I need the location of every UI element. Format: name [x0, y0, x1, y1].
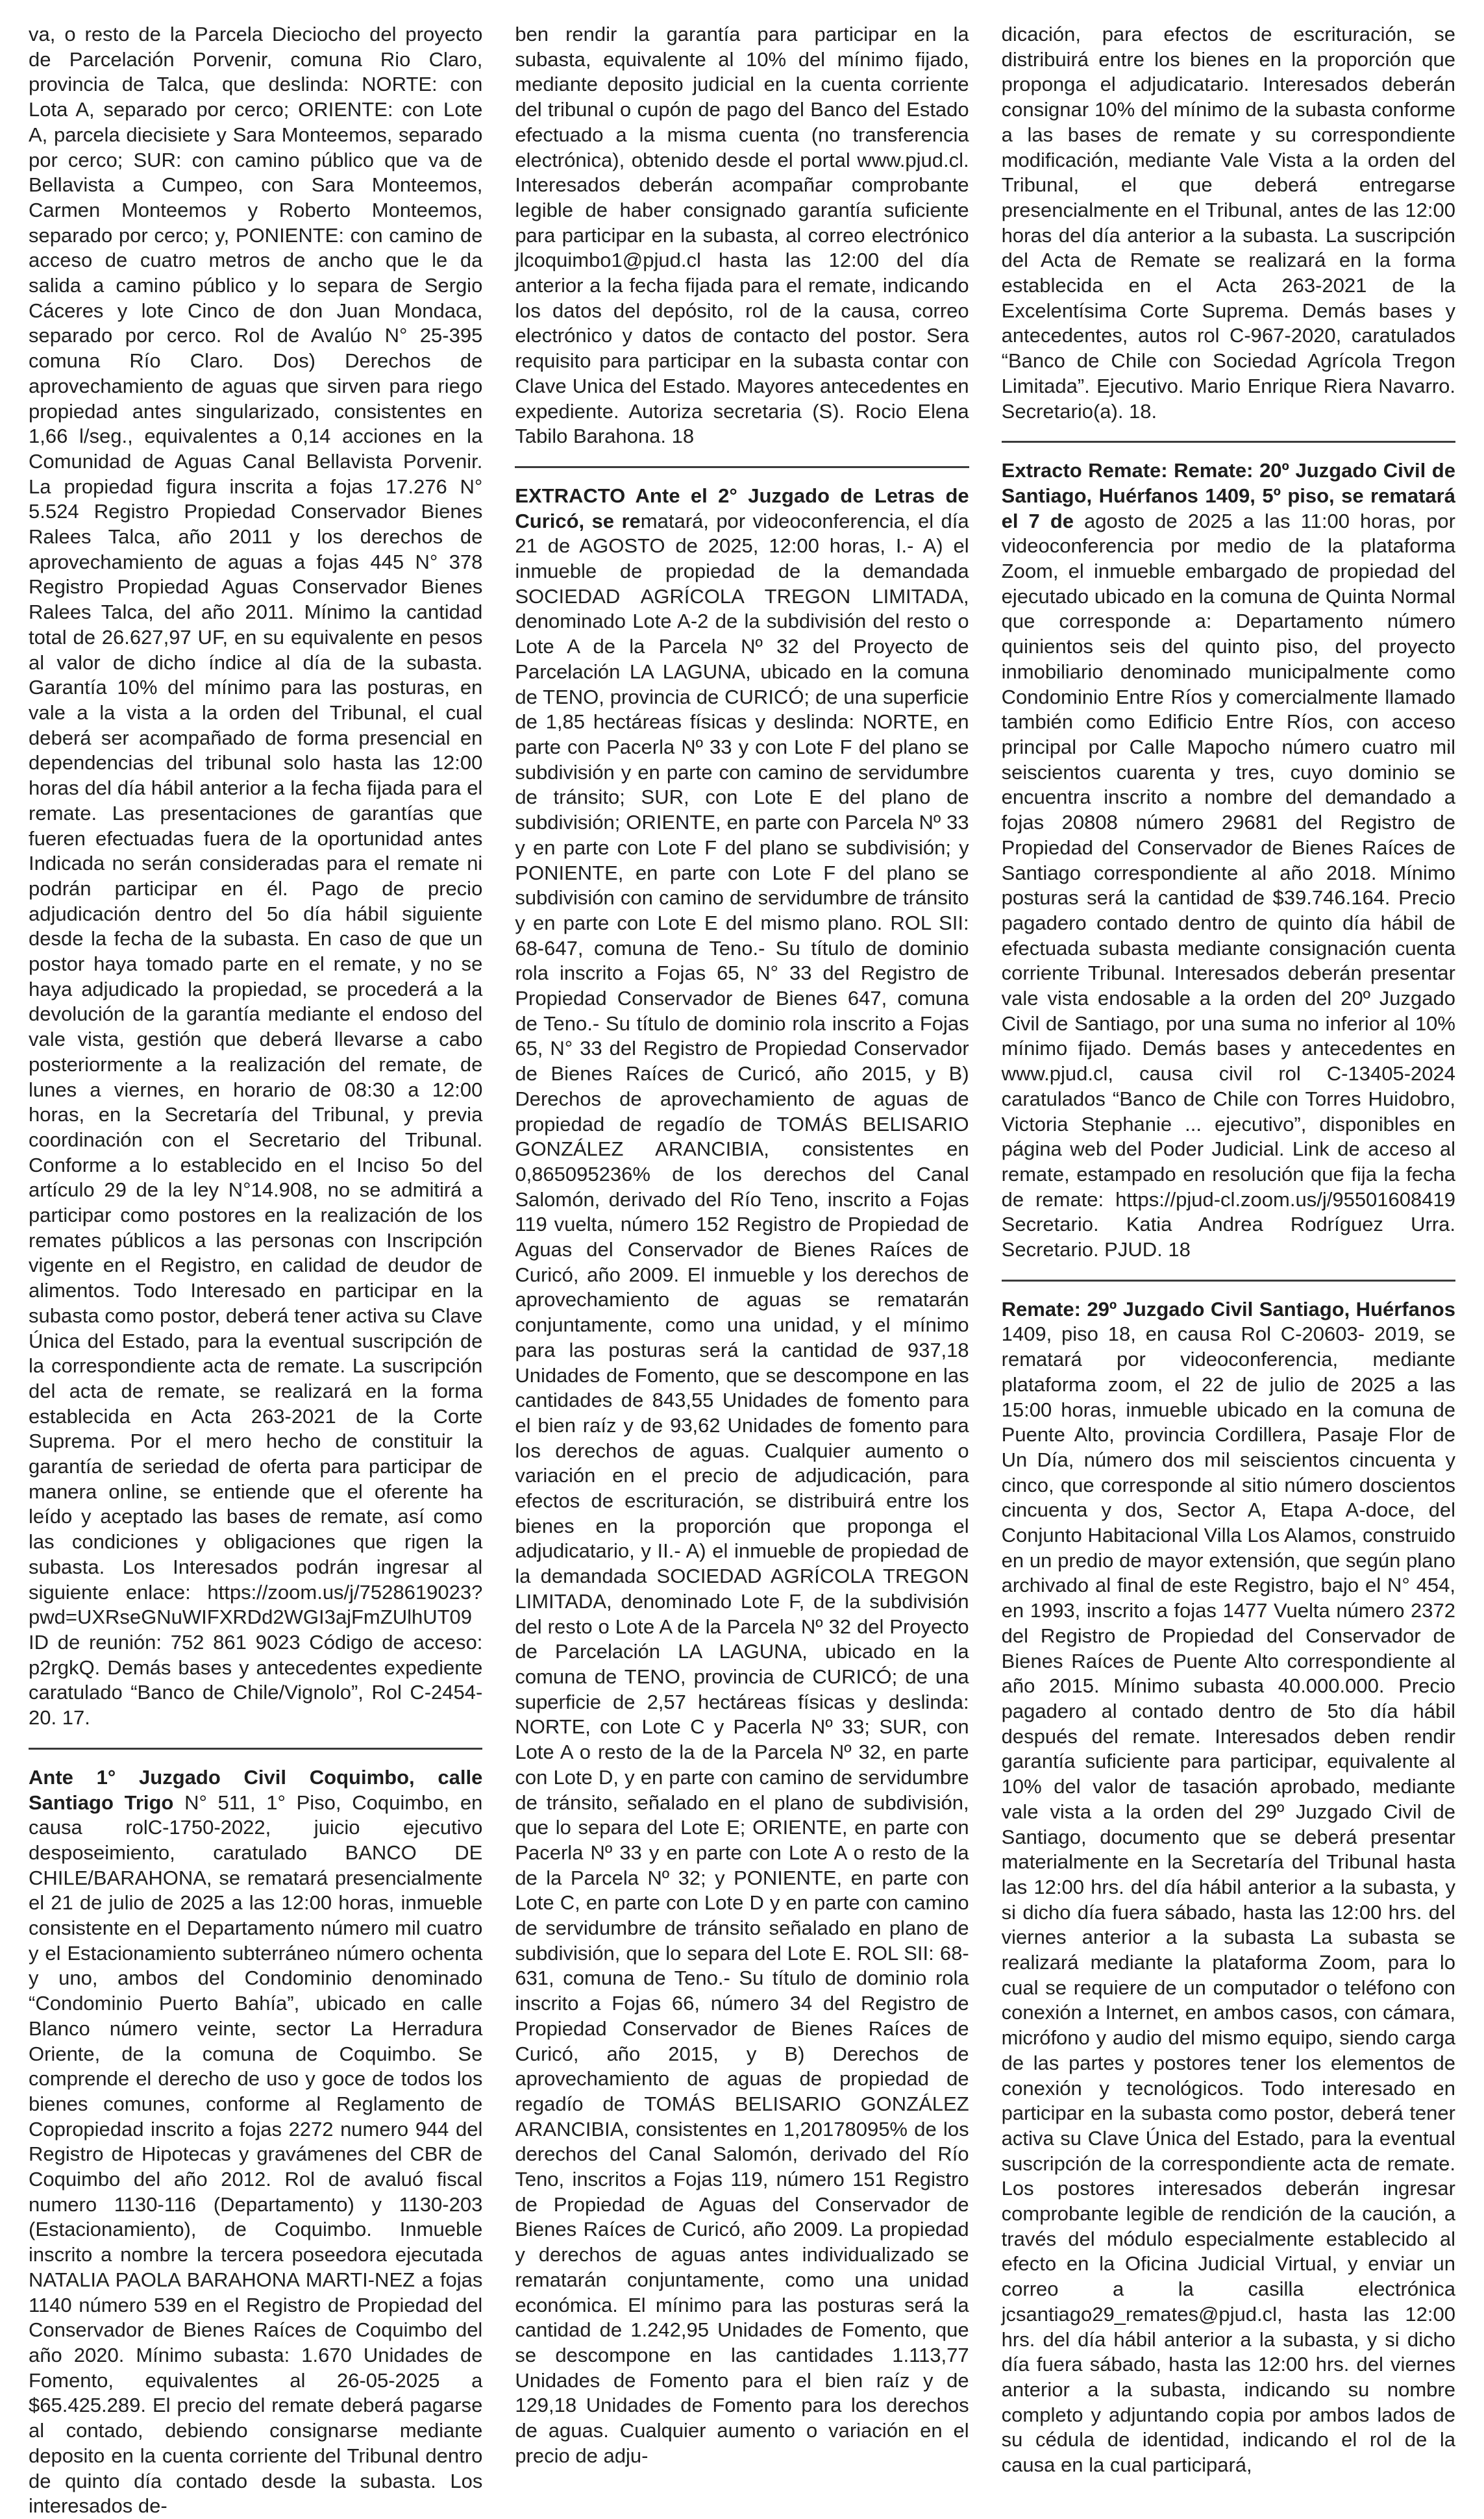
notice-heading: EXTRACTO Ante el 2° Juzgado de Letras de Curicó, se re: [515, 484, 969, 532]
notice-continuation: [1002, 22, 1455, 424]
notice-curico: [515, 484, 969, 2469]
notice-body: va, o resto de la Parcela Dieciocho del proyecto de Parcelación Porvenir, comuna Rio Claro, provincia de Talca, que deslinda: NORTE: con Lota A, separado por cerco; ORIENTE: con Lote A, parcela diecisiete y Sara Monteemos, separado por cerco; SUR: con camino público que va de Bellavista a Cumpeo, con Sara Monteemos, Carmen Monteemos y Roberto Monteemos, separado por cerco; y, PONIENTE: con camino de acceso de cuatro metros de ancho que le da salida a camino público y lo separa de Sergio Cáceres y lote Cinco de don Juan Mondaca, separado por cerco. Rol de Avalúo N° 25-395 comuna Río Claro. Dos) Derechos de aprovechamiento de aguas que sirven para riego propiedad antes singularizado, consistentes en 1,66 l/seg., equivalentes a 0,14 acciones en la Comunidad de Aguas Canal Bellavista Porvenir. La propiedad figura inscrita a fojas 17.276 N° 5.524 Registro Propiedad Conservador Bienes Ralees Talca, año 2011 y los derechos de aprovechamiento de aguas a fojas 445 N° 378 Registro Propiedad Aguas Conservador Bienes Ralees Talca, del año 2011. Mínimo la cantidad total de 26.627,97 UF, en su equivalente en pesos al valor de dicho índice al día de la subasta. Garantía 10% del mínimo para las posturas, en vale a la vista a la orden del Tribunal, el cual deberá ser acompañado de forma presencial en dependencias del tribunal solo hasta las 12:00 horas del día hábil anterior a la fecha fijada para el remate. Las presentaciones de garantías que fueren efectuadas fuera de la oportunidad antes Indicada no serán consideradas para el remate ni podrán participar en él. Pago de precio adjudicación dentro del 5o día hábil siguiente desde la fecha de la subasta. En caso de que un postor haya tomado parte en el remate, y no se haya adjudicado la propiedad, se procederá a la devolución de la garantía mediante el endoso del vale vista, gestión que deberá llevarse a cabo posteriormente a la realización del remate, de lunes a viernes, en horario de 08:30 a 12:00 horas, en la Secretaría del Tribunal, y previa coordinación con el Secretario del Tribunal. Conforme a lo establecido en el Inciso 5o del artículo 29 de la ley N°14.908, no se admitirá a participar como postores en la realización de los remates públicos a las personas con Inscripción vigente en el Registro, en calidad de deudor de alimentos. Todo Interesado en participar en la subasta como postor, deberá tener activa su Clave Única del Estado, para la eventual suscripción de la correspondiente acta de remate. La suscripción del acta de remate, se realizará en la forma establecida en Acta 263-2021 de la Corte Suprema. Por el mero hecho de constituir la garantía de seriedad de oferta para participar de manera online, se entiende que el oferente ha leído y aceptado las bases de remate, así como las condiciones y obligaciones que rigen la subasta. Los Interesados podrán ingresar al siguiente enlace: https://zoom.us/j/7528619023?pwd=UXRseGNuWIFXRDd2WGI3ajFmZUlhUT09 ID de reunión: 752 861 9023 Código de acceso: p2rgkQ. Demás bases y antecedentes expediente caratulado “Banco de Chile/Vignolo”, Rol C-2454-20. 17.: [29, 23, 483, 1730]
notice-heading: Extracto Remate: Remate: 20º Juzgado Civil de Santiago, Huérfanos 1409, 5º piso, se rematará el 7 de: [1001, 459, 1455, 532]
notice-continuation: [515, 22, 969, 449]
notice-continuation: [29, 22, 482, 1731]
notice-divider: [1002, 441, 1455, 443]
notice-divider: [515, 466, 969, 468]
notice-body: agosto de 2025 a las 11:00 horas, por videoconferencia por medio de la plataforma Zoom, el inmueble embargado de propiedad del ejecutado ubicado en la comuna de Quinta Normal que corresponde a: Departamento número quinientos seis del quinto piso, del proyecto inmobiliario denominado municipalmente como Condominio Entre Ríos y comercialmente llamado también como Edificio Entre Ríos, con acceso principal por Calle Mapocho número cuatro mil seiscientos cuarenta y tres, cuyo dominio se encuentra inscrito a nombre del demandado a fojas 20808 número 29681 del Registro de Propiedad del Conservador de Bienes Raíces de Santiago correspondiente al año 2018. Mínimo posturas será la cantidad de $39.746.164. Precio pagadero contado dentro de quinto día hábil de efectuada subasta mediante consignación cuenta corriente Tribunal. Interesados deberán presentar vale vista endosable a la orden del 20º Juzgado Civil de Santiago, por una suma no inferior al 10% mínimo fijado. Demás bases y antecedentes en www.pjud.cl, causa civil rol C-13405-2024 caratulados “Banco de Chile con Torres Huidobro, Victoria Stephanie ... ejecutivo”, disponibles en página web del Poder Judicial. Link de acceso al remate, estampado en resolución que fija la fecha de remate: https://pjud-cl.zoom.us/j/95501608419 Secretario. Katia Andrea Rodríguez Urra. Secretario. PJUD. 18: [1001, 509, 1455, 1261]
notice-body: ben rendir la garantía para participar en la subasta, equivalente al 10% del mínimo fijado, mediante deposito judicial en la cuenta corriente del tribunal o cupón de pago del Banco del Estado efectuado a la misma cuenta (no transferencia electrónica), obtenido desde el portal www.pjud.cl. Interesados deberán acompañar comprobante legible de haber consignado garantía suficiente para participar en la subasta, al correo electrónico jlcoquimbo1@pjud.cl hasta las 12:00 del día anterior a la fecha fijada para el remate, indicando los datos del depósito, rol de la causa, correo electrónico y datos de contacto del postor. Sera requisito para participar en la subasta contar con Clave Unica del Estado. Mayores antecedentes en expediente. Autoriza secretaria (S). Rocio Elena Tabilo Barahona. 18: [515, 23, 969, 448]
notice-santiago-29: [1002, 1297, 1455, 2478]
notice-divider: [29, 1748, 482, 1750]
column-3: [1001, 22, 1455, 2477]
notice-divider: [1002, 1280, 1455, 1282]
notice-body: dicación, para efectos de escrituración, se distribuirá entre los bienes en la proporción que proponga el adjudicatario. Interesados deberán consignar 10% del mínimo de la subasta conforme a las bases de remate y su correspondiente modificación, mediante Vale Vista a la orden del Tribunal, el que deberá entregarse presencialmente en el Tribunal, antes de las 12:00 horas del día anterior a la subasta. La suscripción del Acta de Remate se realizará en la forma establecida en el Acta 263-2021 de la Excelentísima Corte Suprema. Demás bases y antecedentes, autos rol C-967-2020, caratulados “Banco de Chile con Sociedad Agrícola Tregon Limitada”. Ejecutivo. Mario Enrique Riera Navarro. Secretario(a). 18.: [1001, 23, 1455, 423]
notice-body: matará, por videoconferencia, el día 21 de AGOSTO de 2025, 12:00 horas, I.- A) el inmueble de propiedad de la demandada SOCIEDAD AGRÍCOLA TREGON LIMITADA, denominado Lote A-2 de la subdivisión del resto o Lote A de la Parcela Nº 32 del Proyecto de Parcelación LA LAGUNA, ubicado en la comuna de TENO, provincia de CURICÓ; de una superficie de 1,85 hectáreas físicas y deslinda: NORTE, en parte con Pacerla Nº 33 y con Lote F del plano se subdivisión y en parte con camino de servidumbre de tránsito; SUR, con Lote E del plano de subdivisión; ORIENTE, en parte con Parcela Nº 33 y en parte con Lote F del plano se subdivisión; y PONIENTE, en parte con Lote F del plano se subdivisión con camino de servidumbre de tránsito y en parte con Lote E del mismo plano. ROL SII: 68-647, comuna de Teno.- Su título de dominio rola inscrito a Fojas 65, N° 33 del Registro de Propiedad Conservador de Bienes 647, comuna de Teno.- Su título de dominio rola inscrito a Fojas 65, N° 33 del Registro de Propiedad Conservador de Bienes Raíces de Curicó, año 2015, y B) Derechos de aprovechamiento de aguas de propiedad de regadío de TOMÁS BELISARIO GONZÁLEZ ARANCIBIA, consistentes en 0,865095236% de los derechos del Canal Salomón, derivado del Río Teno, inscrito a Fojas 119 vuelta, número 152 Registro de Propiedad de Aguas del Conservador de Bienes Raíces de Curicó, año 2009. El inmueble y los derechos de aprovechamiento de aguas se rematarán conjuntamente, como una unidad, y el mínimo para las posturas será la cantidad de 937,18 Unidades de Fomento, que se descompone en las cantidades de 843,55 Unidades de fomento para el bien raíz y de 93,62 Unidades de fomento para los derechos de aguas. Cualquier aumento o variación en el precio de adjudicación, para efectos de escrituración, se distribuirá entre los bienes en la proporción que proponga el adjudicatario, y II.- A) el inmueble de propiedad de la demandada SOCIEDAD AGRÍCOLA TREGON LIMITADA, denominado Lote F, de la subdivisión del resto o Lote A de la Parcela Nº 32 del Proyecto de Parcelación LA LAGUNA, ubicado en la comuna de TENO, provincia de CURICÓ; de una superficie de 2,57 hectáreas físicas y deslinda: NORTE, con Lote C y Pacerla Nº 33; SUR, con Lote A o resto de la de la Parcela Nº 32, en parte con Lote D, y en parte con camino de servidumbre de tránsito, señalado en el plano de subdivisión, que lo separa del Lote E; ORIENTE, en parte con Pacerla Nº 33 y en parte con Lote A o resto de la de la Parcela Nº 32; y PONIENTE, en parte con Lote C, en parte con Lote D y en parte con camino de servidumbre de tránsito señalado en plano de subdivisión, que lo separa del Lote E. ROL SII: 68-631, comuna de Teno.- Su título de dominio rola inscrito a Fojas 66, número 34 del Registro de Propiedad Conservador de Bienes Raíces de Curicó, año 2015, y B) Derechos de aprovechamiento de aguas de propiedad de regadío de TOMÁS BELISARIO GONZÁLEZ ARANCIBIA, consistentes en 1,20178095% de los derechos del Canal Salomón, derivado del Río Teno, inscritos a Fojas 119, número 151 Registro de Propiedad de Aguas del Conservador de Bienes Raíces de Curicó, año 2009. La propiedad y derechos de aguas antes individualizado se rematarán conjuntamente, como una unidad económica. El mínimo para las posturas será la cantidad de 1.242,95 Unidades de Fomento, que se descompone en las cantidades 1.113,77 Unidades de Fomento para el bien raíz y de 129,18 Unidades de Fomento para los derechos de aguas. Cualquier aumento o variación en el precio de adju-: [515, 509, 969, 2467]
notice-santiago-20: [1002, 458, 1455, 1263]
notice-heading: Ante 1° Juzgado Civil Coquimbo, calle Santiago Trigo: [29, 1765, 483, 1814]
notice-body: N° 511, 1° Piso, Coquimbo, en causa rolC-1750-2022, juicio ejecutivo desposeimiento, caratulado BANCO DE CHILE/BARAHONA, se rematará presencialmente el 21 de julio de 2025 a las 12:00 horas, inmueble consistente en el Departamento número mil cuatro y el Estacionamiento subterráneo número ochenta y uno, ambos del Condominio denominado “Condominio Puerto Bahía”, ubicado en calle Blanco número veinte, sector La Herradura Oriente, de la comuna de Coquimbo. Se comprende el derecho de uso y goce de todos los bienes comunes, conforme al Reglamento de Copropiedad inscrito a fojas 2272 numero 944 del Registro de Hipotecas y gravámenes del CBR de Coquimbo del año 2012. Rol de avaluó fiscal numero 1130-116 (Departamento) y 1130-203 (Estacionamiento), de Coquimbo. Inmueble inscrito a nombre la tercera poseedora ejecutada NATALIA PAOLA BARAHONA MARTI-NEZ a fojas 1140 número 539 en el Registro de Propiedad del Conservador de Bienes Raíces de Coquimbo del año 2020. Mínimo subasta: 1.670 Unidades de Fomento, equivalentes al 26-05-2025 a $65.425.289. El precio del remate deberá pagarse al contado, debiendo consignarse mediante deposito en la cuenta corriente del Tribunal dentro de quinto día contado desde la subasta. Los interesados de-: [29, 1791, 483, 2518]
column-1: [29, 22, 483, 2518]
notice-coquimbo: [29, 1765, 482, 2519]
column-2: [515, 22, 969, 2467]
notice-body: 1409, piso 18, en causa Rol C-20603- 2019, se rematará por videoconferencia, mediante plataforma zoom, el 22 de julio de 2025 a las 15:00 horas, inmueble ubicado en la comuna de Puente Alto, provincia Cordillera, Pasaje Flor de Un Día, número dos mil seiscientos cincuenta y cinco, que corresponde al sitio número doscientos cincuenta y dos, Sector A, Etapa A-doce, del Conjunto Habitacional Villa Los Alamos, construido en un predio de mayor extensión, que según plano archivado al final de este Registro, bajo el N° 454, en 1993, inscrito a fojas 1477 Vuelta número 2372 del Registro de Propiedad del Conservador de Bienes Raíces de Puente Alto correspondiente al año 2015. Mínimo subasta 40.000.000. Precio pagadero al contado dentro de 5to día hábil después del remate. Interesados deben rendir garantía suficiente para participar, equivalente al 10% del valor de tasación aprobado, mediante vale vista a la orden del 29º Juzgado Civil de Santiago, documento que se deberá presentar materialmente en la Secretaría del Tribunal hasta las 12:00 hrs. del día hábil anterior a la subasta, y si dicho día fuera sábado, hasta las 12:00 hrs. del viernes anterior a la subasta La subasta se realizará mediante la plataforma Zoom, para lo cual se requiere de un computador o teléfono con conexión a Internet, en ambos casos, con cámara, micrófono y audio del mismo equipo, siendo carga de las partes y postores tener los elementos de conexión y tecnológicos. Todo interesado en participar en la subasta como postor, deberá tener activa su Clave Única del Estado, para la eventual suscripción de la correspondiente acta de remate. Los postores interesados deberán ingresar comprobante legible de rendición de la caución, a través del módulo especialmente establecido al efecto en la Oficina Judicial Virtual, y enviar un correo a la casilla electrónica jcsantiago29_remates@pjud.cl, hasta las 12:00 hrs. del día hábil anterior a la subasta, y si dicho día fuera sábado, hasta las 12:00 hrs. del viernes anterior a la subasta, indicando su nombre completo y adjuntando copia por ambos lados de su cédula de identidad, indicando el rol de la causa en la cual participará,: [1001, 1322, 1455, 2477]
notice-heading: Remate: 29º Juzgado Civil Santiago, Huérfanos: [1001, 1297, 1455, 1321]
